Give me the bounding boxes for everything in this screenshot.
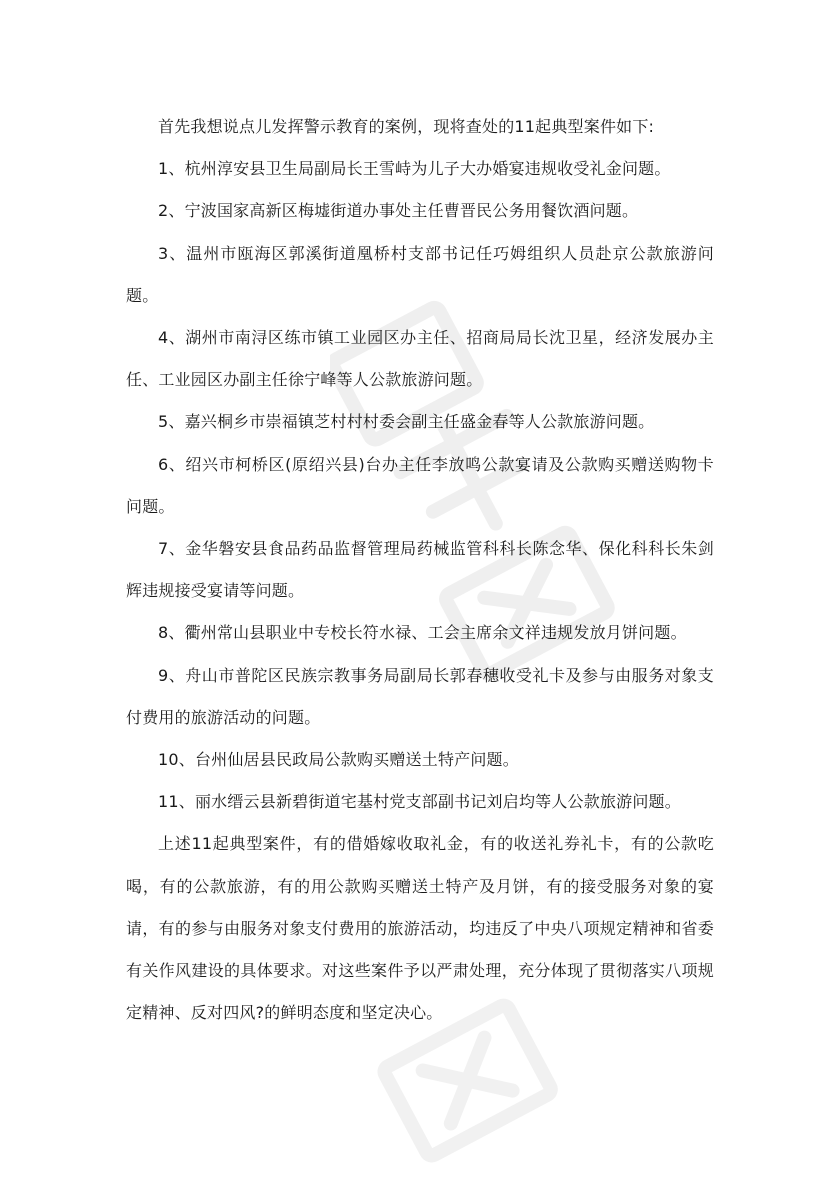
case-item-7: 7、金华磐安县食品药品监督管理局药械监管科科长陈念华、保化科科长朱剑辉违规接受宴请等问题。: [126, 539, 714, 601]
case-item-11: 11、丽水缙云县新碧街道宅基村党支部副书记刘启均等人公款旅游问题。: [158, 792, 681, 812]
case-item-3: 3、温州市瓯海区郭溪街道凰桥村支部书记任巧姆组织人员赴京公款旅游问题。: [126, 243, 714, 305]
document-body: [126, 106, 714, 1034]
case-item-9: 9、舟山市普陀区民族宗教事务局副局长郭春穗收受礼卡及参与由服务对象支付费用的旅游活动的问题。: [126, 665, 714, 727]
case-item-4: 4、湖州市南浔区练市镇工业园区办主任、招商局局长沈卫星，经济发展办主任、工业园区办副主任徐宁峰等人公款旅游问题。: [126, 328, 714, 390]
case-item-8: 8、衢州常山县职业中专校长符水禄、工会主席余文祥违规发放月饼问题。: [158, 623, 687, 643]
case-item-5: 5、嘉兴桐乡市崇福镇芝村村村委会副主任盛金春等人公款旅游问题。: [158, 412, 655, 432]
case-item-10: 10、台州仙居县民政局公款购买赠送土特产问题。: [158, 750, 519, 770]
case-item-1: 1、杭州淳安县卫生局副局长王雪峙为儿子大办婚宴违规收受礼金问题。: [158, 159, 671, 179]
case-item-2: 2、宁波国家高新区梅墟街道办事处主任曹晋民公务用餐饮酒问题。: [158, 201, 639, 221]
intro-paragraph: 首先我想说点儿发挥警示教育的案例，现将查处的11起典型案件如下:: [158, 117, 655, 136]
case-item-6: 6、绍兴市柯桥区(原绍兴县)台办主任李放鸣公款宴请及公款购买赠送购物卡问题。: [126, 454, 714, 516]
summary-paragraph: 上述11起典型案件，有的借婚嫁收取礼金，有的收送礼券礼卡，有的公款吃喝，有的公款旅游，有的用公款购买赠送土特产及月饼，有的接受服务对象的宴请，有的参与由服务对象支付费用的旅游活动，均违反了中央八项规定精神和省委有关作风建设的具体要求。对这些案件予以严肃处理，充分体现了贯彻落实八项规定精神、反对四风?的鲜明态度和坚定决心。: [126, 834, 714, 1023]
